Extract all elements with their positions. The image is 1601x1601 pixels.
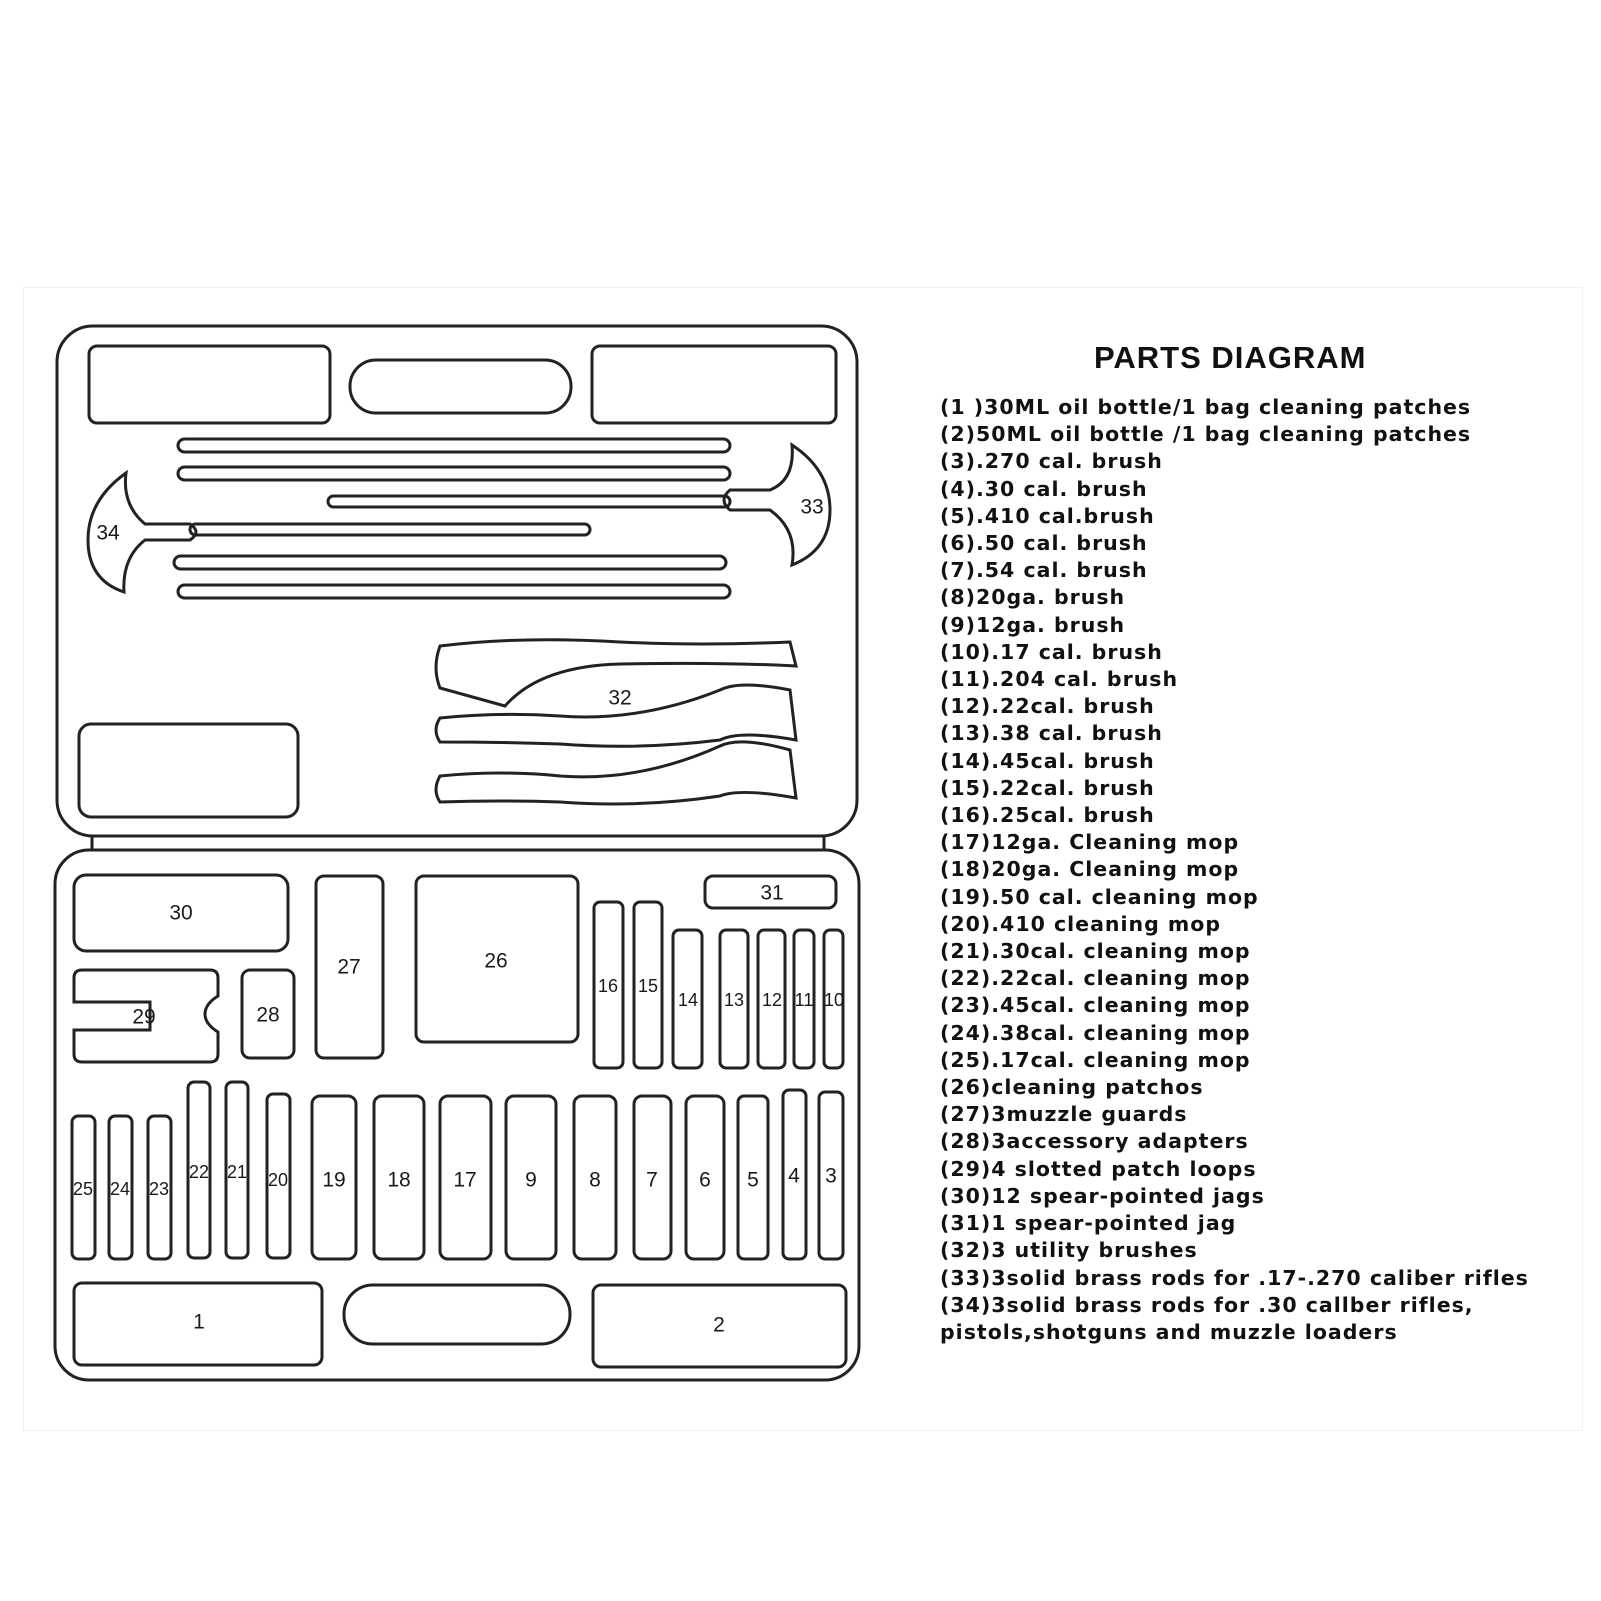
upper-lid-outline	[57, 326, 857, 836]
label-12: 12	[761, 990, 783, 1010]
label-23: 23	[148, 1179, 170, 1199]
parts-list-item	[940, 938, 1580, 965]
label-16: 16	[597, 976, 619, 996]
parts-list-item	[940, 1156, 1580, 1183]
parts-list-item	[940, 693, 1580, 720]
parts-list-item	[940, 911, 1580, 938]
parts-list-item-text: (13).38 cal. brush	[940, 721, 1163, 746]
parts-list-item	[940, 394, 1580, 421]
parts-list-item-text: (3).270 cal. brush	[940, 449, 1163, 474]
label-7: 7	[646, 1168, 658, 1192]
parts-list-item-text: (15).22cal. brush	[940, 775, 1155, 800]
label-15: 15	[637, 976, 659, 996]
rod-slot	[178, 439, 730, 452]
parts-list-item-text: (12).22cal. brush	[940, 694, 1155, 719]
upper-right-compartment	[592, 346, 836, 423]
label-20: 20	[267, 1170, 289, 1190]
label-31: 31	[760, 881, 784, 905]
parts-list-item	[940, 1020, 1580, 1047]
label-6: 6	[699, 1168, 711, 1192]
rod-slot	[190, 524, 590, 535]
label-17: 17	[453, 1168, 477, 1192]
label-28: 28	[256, 1003, 280, 1027]
parts-list-item	[940, 1047, 1580, 1074]
parts-list-item-text: (5).410 cal.brush	[940, 503, 1155, 528]
label-3: 3	[825, 1164, 837, 1188]
parts-list-item	[940, 884, 1580, 911]
label-27: 27	[337, 955, 361, 979]
label-9: 9	[525, 1168, 537, 1192]
parts-list-item-text: (23).45cal. cleaning mop	[940, 993, 1251, 1018]
rod-slot	[174, 556, 726, 569]
parts-list-item-text: (7).54 cal. brush	[940, 558, 1148, 583]
parts-list-item-text: (25).17cal. cleaning mop	[940, 1047, 1251, 1072]
label-5: 5	[747, 1168, 759, 1192]
parts-list-item	[940, 530, 1580, 557]
parts-list-item	[940, 612, 1580, 639]
parts-list-item	[940, 1183, 1580, 1210]
lid-lower-left-compartment	[79, 724, 298, 817]
label-13: 13	[723, 990, 745, 1010]
parts-list-item-text: (30)12 spear-pointed jags	[940, 1183, 1265, 1208]
rod-slot	[328, 496, 730, 507]
parts-list-item-text: (27)3muzzle guards	[940, 1102, 1188, 1127]
parts-list-item	[940, 557, 1580, 584]
label-11: 11	[794, 990, 814, 1010]
parts-list-item-text: (20).410 cleaning mop	[940, 911, 1222, 936]
label-26: 26	[484, 949, 508, 973]
label-8: 8	[589, 1168, 601, 1192]
label-33: 33	[800, 495, 824, 519]
parts-list-item	[940, 1292, 1580, 1346]
parts-list-item-text: (11).204 cal. brush	[940, 667, 1179, 692]
parts-list-item-text: (32)3 utility brushes	[940, 1238, 1198, 1263]
parts-list	[940, 394, 1580, 1346]
parts-legend	[940, 340, 1580, 1346]
label-14: 14	[677, 990, 699, 1010]
parts-list-item	[940, 775, 1580, 802]
parts-list-item	[940, 1210, 1580, 1237]
label-30: 30	[169, 901, 193, 925]
parts-list-item	[940, 1237, 1580, 1264]
label-32: 32	[608, 686, 632, 710]
label-29: 29	[132, 1005, 156, 1029]
parts-list-item	[940, 1265, 1580, 1292]
parts-list-item	[940, 965, 1580, 992]
label-19: 19	[322, 1168, 346, 1192]
upper-left-compartment	[89, 346, 330, 423]
parts-list-item	[940, 503, 1580, 530]
parts-list-item-text: (26)cleaning patchos	[940, 1075, 1204, 1100]
parts-list-item-text: (29)4 slotted patch loops	[940, 1156, 1257, 1181]
parts-list-item-text: (6).50 cal. brush	[940, 531, 1148, 556]
parts-list-item	[940, 720, 1580, 747]
label-4: 4	[788, 1164, 800, 1188]
parts-list-item	[940, 584, 1580, 611]
parts-list-item-text: (21).30cal. cleaning mop	[940, 939, 1251, 964]
parts-list-item-text: (31)1 spear-pointed jag	[940, 1211, 1237, 1236]
parts-list-item	[940, 1128, 1580, 1155]
parts-list-item-text: (28)3accessory adapters	[940, 1129, 1249, 1154]
rod-slot	[178, 585, 730, 598]
parts-list-item-text: (33)3solid brass rods for .17-.270 caliber rifles	[940, 1265, 1529, 1290]
label-22: 22	[188, 1162, 210, 1182]
parts-list-item-text: (16).25cal. brush	[940, 803, 1155, 828]
parts-list-item	[940, 448, 1580, 475]
parts-list-item-text: (1 )30ML oil bottle/1 bag cleaning patches	[940, 395, 1472, 419]
parts-list-item	[940, 666, 1580, 693]
legend-title: PARTS DIAGRAM	[1094, 340, 1367, 375]
parts-list-item-text: (8)20ga. brush	[940, 585, 1126, 610]
bottom-center-compartment	[344, 1285, 570, 1344]
parts-list-item	[940, 992, 1580, 1019]
parts-list-item-text: (14).45cal. brush	[940, 748, 1155, 773]
parts-list-item-text: (34)3solid brass rods for .30 callber rifles,	[940, 1292, 1474, 1317]
parts-list-item-text: (9)12ga. brush	[940, 612, 1126, 637]
label-34: 34	[96, 521, 120, 545]
parts-list-item	[940, 856, 1580, 883]
rod-slot	[178, 467, 730, 480]
parts-list-item	[940, 748, 1580, 775]
parts-list-item	[940, 829, 1580, 856]
parts-list-item	[940, 1074, 1580, 1101]
parts-list-item	[940, 421, 1580, 448]
parts-list-item-text: (2)50ML oil bottle /1 bag cleaning patches	[940, 422, 1472, 447]
label-18: 18	[387, 1168, 411, 1192]
parts-list-item-text: (22).22cal. cleaning mop	[940, 966, 1251, 991]
parts-list-item	[940, 639, 1580, 666]
label-21: 21	[226, 1162, 248, 1182]
parts-list-item	[940, 1101, 1580, 1128]
upper-center-compartment	[350, 360, 571, 413]
parts-list-item	[940, 802, 1580, 829]
label-10: 10	[823, 990, 845, 1010]
parts-list-item-text: (24).38cal. cleaning mop	[940, 1020, 1251, 1045]
parts-list-item-text: (19).50 cal. cleaning mop	[940, 884, 1259, 909]
utility-brush-slot	[436, 742, 796, 804]
label-24: 24	[109, 1179, 131, 1199]
label-25: 25	[72, 1179, 94, 1199]
label-1: 1	[193, 1310, 205, 1334]
parts-list-item-text: (4).30 cal. brush	[940, 476, 1148, 501]
parts-list-item-continuation: pistols,shotguns and muzzle loaders	[940, 1319, 1398, 1344]
parts-list-item-text: (18)20ga. Cleaning mop	[940, 857, 1240, 882]
parts-list-item-text: (10).17 cal. brush	[940, 639, 1163, 664]
parts-list-item-text: (17)12ga. Cleaning mop	[940, 830, 1240, 855]
hinge	[92, 836, 824, 850]
label-2: 2	[713, 1313, 725, 1337]
parts-list-item	[940, 476, 1580, 503]
